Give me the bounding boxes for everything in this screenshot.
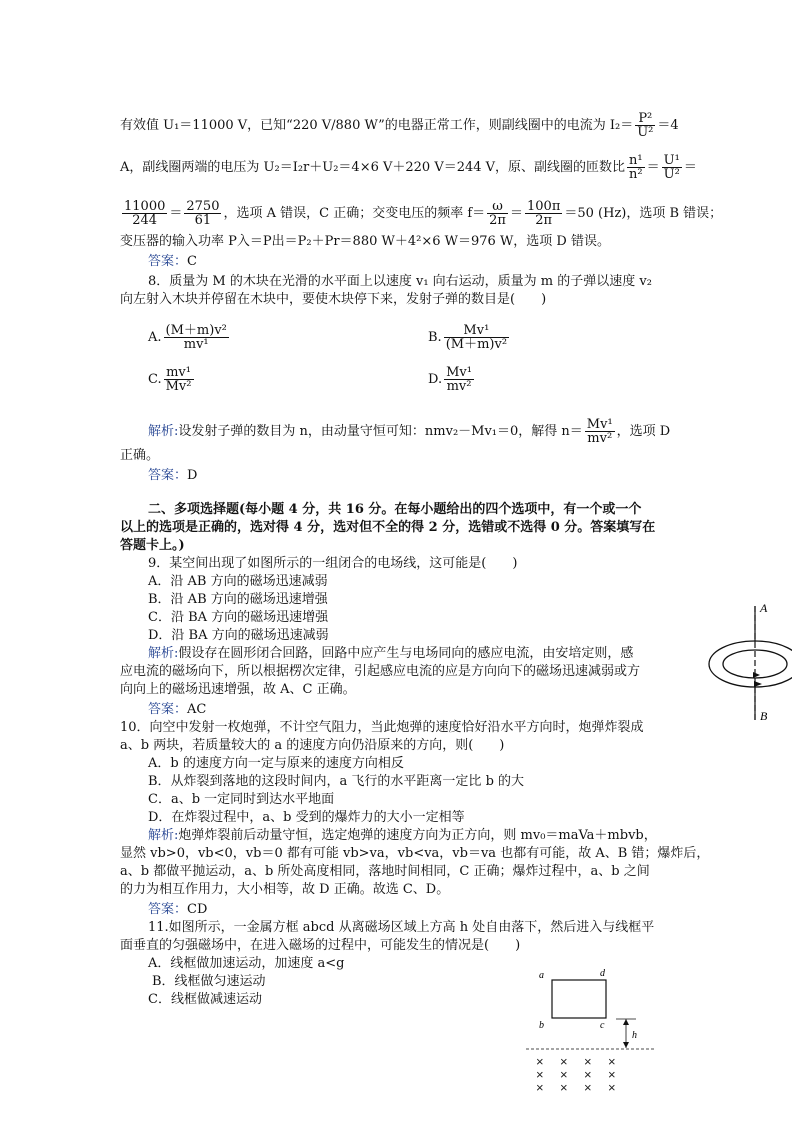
- q9-option-d: D．沿 BA 方向的磁场迅速减弱: [148, 628, 329, 643]
- cross-icon: ×: [560, 1054, 568, 1069]
- p7-line-3: $\frac{11000}{244}$ ＝ $\frac{2750}{61}$ ，选项 A 错误，C 正确；交变电压的频率 f＝ $\frac{\omega}{2\pi}$ ＝ $\frac{100\pi}{2\pi}$ ＝50 (Hz)，选项 B 错误；: [124, 199, 723, 228]
- label-d: d: [600, 968, 605, 979]
- cross-icon: ×: [536, 1080, 544, 1094]
- section-2-heading-3: 答题卡上。): [120, 538, 185, 553]
- arrow-down-icon: [623, 1042, 629, 1048]
- metal-frame-magnetic-field-figure: [526, 964, 656, 1094]
- label-b: B: [760, 709, 768, 723]
- q8-analysis-2: 正确。: [120, 448, 160, 463]
- cross-icon: ×: [560, 1080, 568, 1094]
- cross-icon: ×: [608, 1080, 616, 1094]
- q9-option-b: B．沿 AB 方向的磁场迅速增强: [148, 592, 328, 607]
- electric-field-loop-figure: [702, 598, 792, 728]
- label-c: c: [600, 1020, 605, 1031]
- q11-stem-2: 面垂直的匀强磁场中，在进入磁场的过程中，可能发生的情况是( ): [120, 938, 521, 953]
- p7-line-2: A，副线圈两端的电压为 U₂＝I₂r＋U₂＝4×6 V＋220 V＝244 V，原、副线圈的匝数比 $\frac{\text{n¹}}{\text{n²}}$ ＝ $\frac{\text{U¹}}{\text{U²}}$ ＝: [120, 153, 697, 182]
- arrow-icon: [753, 672, 760, 678]
- q8-stem-2: 向左射入木块并停留在木块中，要使木块停下来，发射子弹的数目是( ): [120, 292, 547, 307]
- arrow-icon: [754, 681, 762, 687]
- q8-stem-1: 8．质量为 M 的木块在光滑的水平面上以速度 v₁ 向右运动，质量为 m 的子弹以速度 v₂: [148, 274, 652, 289]
- section-2-heading-1: 二、多项选择题(每小题 4 分，共 16 分。在每小题给出的四个选项中，有一个或一个: [148, 502, 642, 517]
- cross-icon: ×: [608, 1067, 616, 1082]
- q9-analysis-3: 向向上的磁场迅速增强，故 A、C 正确。: [120, 682, 356, 697]
- p7-answer: 答案：C: [148, 254, 197, 269]
- metal-frame: [552, 980, 606, 1018]
- q9-analysis-2: 应电流的磁场向下，所以根据楞次定律，引起感应电流的应是方向向下的磁场迅速减弱或方: [120, 664, 641, 679]
- label-h: h: [632, 1030, 637, 1041]
- arrow-up-icon: [623, 1019, 629, 1025]
- q10-stem-1: 10．向空中发射一枚炮弹，不计空气阻力，当此炮弹的速度恰好沿水平方向时，炮弹炸裂成: [120, 720, 644, 735]
- q8-analysis-1: 解析:设发射子弹的数目为 n，由动量守恒可知：nmv₂－Mv₁＝0，解得 n＝ $\frac{\text{Mv¹}}{\text{mv²}}$ ，选项 D: [148, 417, 671, 446]
- q10-option-d: D．在炸裂过程中，a、b 受到的爆炸力的大小一定相等: [148, 810, 465, 825]
- q9-stem: 9．某空间出现了如图所示的一组闭合的电场线，这可能是( ): [148, 556, 518, 571]
- q9-answer: 答案：AC: [148, 702, 207, 717]
- q11-option-b: B．线框做匀速运动: [152, 974, 266, 989]
- cross-icon: ×: [560, 1067, 568, 1082]
- q10-stem-2: a、b 两块，若质量较大的 a 的速度方向仍沿原来的方向，则( ): [120, 738, 505, 753]
- q10-option-b: B．从炸裂到落地的这段时间内，a 飞行的水平距离一定比 b 的大: [148, 774, 525, 789]
- cross-icon: ×: [584, 1054, 592, 1069]
- q8-option-c: C. $\frac{\text{mv¹}}{\text{Mv²}}$: [148, 365, 192, 394]
- p7-line-1: 有效值 U₁＝11000 V，已知“220 V/880 W”的电器正常工作，则副线圈中的电流为 I₂＝ $\frac{\text{P²}}{\text{U²}}$ ＝4: [120, 111, 679, 140]
- q10-analysis-1: 解析:炮弹炸裂前后动量守恒，选定炮弹的速度方向为正方向，则 mv₀＝maVa＋mbvb，: [148, 828, 657, 843]
- fraction-p-over-u: $\frac{\text{P²}}{\text{U²}}$: [637, 111, 654, 140]
- cross-icon: ×: [536, 1054, 544, 1069]
- q8-option-d: D. $\frac{\text{Mv¹}}{\text{mv²}}$: [428, 365, 472, 394]
- q10-analysis-4: 的力为相互作用力，大小相等，故 D 正确。故选 C、D。: [120, 882, 450, 897]
- label-b: b: [539, 1020, 544, 1031]
- q8-option-b: B. $\frac{\text{Mv¹}}{\text{(M＋m)v²}}$: [428, 323, 508, 352]
- q10-analysis-2: 显然 vb>0，vb<0，vb＝0 都有可能 vb>va，vb<va，vb＝va 也都有可能，故 A、B 错；爆炸后，: [120, 846, 710, 861]
- outer-field-line: [709, 641, 792, 687]
- q9-option-c: C．沿 BA 方向的磁场迅速增强: [148, 610, 329, 625]
- label-a: a: [539, 970, 544, 981]
- q8-answer: 答案：D: [148, 468, 198, 483]
- q8-option-a: A. $\frac{\text{(M＋m)v²}}{\text{mv¹}}$: [148, 323, 227, 352]
- label-a: A: [760, 601, 768, 615]
- q11-option-a: A．线框做加速运动，加速度 a<g: [148, 956, 345, 971]
- q9-analysis-1: 解析:假设存在圆形闭合回路，回路中应产生与电场同向的感应电流，由安培定则，感: [148, 646, 634, 661]
- q10-option-a: A．b 的速度方向一定与原来的速度方向相反: [148, 756, 404, 771]
- q10-analysis-3: a、b 都做平抛运动，a、b 所处高度相同，落地时间相同，C 正确；爆炸过程中，a、b 之间: [120, 864, 650, 879]
- q10-answer: 答案：CD: [148, 902, 208, 917]
- q9-option-a: A．沿 AB 方向的磁场迅速减弱: [148, 574, 328, 589]
- p7-line-4: 变压器的输入功率 P入＝P出＝P₂＋Pr＝880 W＋4²×6 W＝976 W，选项 D 错误。: [120, 234, 610, 249]
- section-2-heading-2: 以上的选项是正确的，选对得 4 分，选对但不全的得 2 分，选错或不选得 0 分。答案填写在: [120, 520, 656, 535]
- q10-option-c: C．a、b 一定同时到达水平地面: [148, 792, 335, 807]
- cross-icon: ×: [584, 1080, 592, 1094]
- q11-option-c: C．线框做减速运动: [148, 992, 262, 1007]
- cross-icon: ×: [536, 1067, 544, 1082]
- cross-icon: ×: [584, 1067, 592, 1082]
- cross-icon: ×: [608, 1054, 616, 1069]
- q11-stem-1: 11.如图所示，一金属方框 abcd 从离磁场区域上方高 h 处自由落下，然后进入与线框平: [148, 920, 655, 935]
- magnetic-field-crosses: [536, 1054, 616, 1094]
